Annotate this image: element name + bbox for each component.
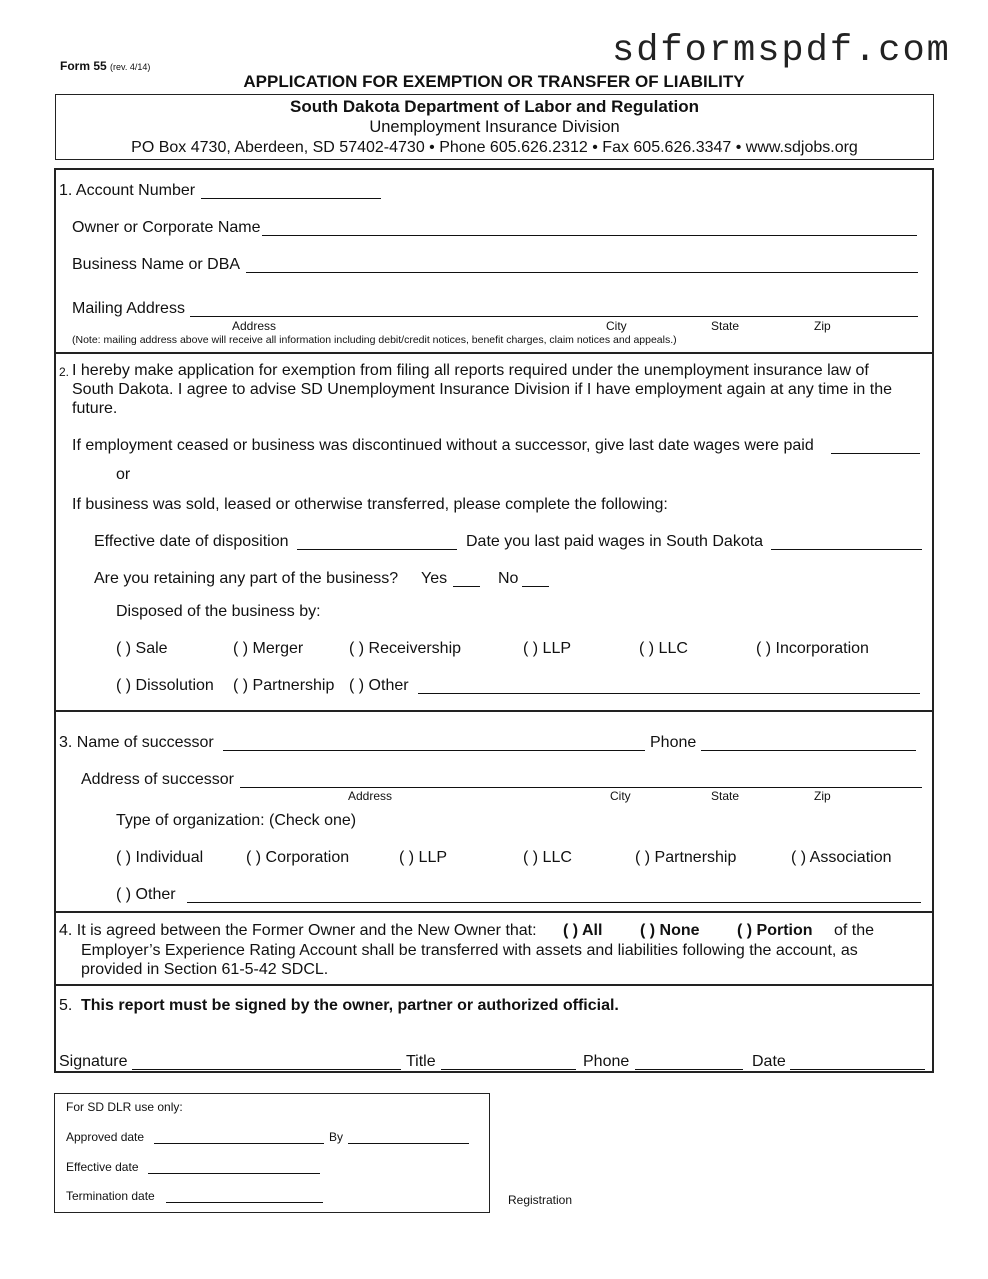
last-paid-label: Date you last paid wages in South Dakota [466,533,764,550]
mailing-address-caption: Address [232,319,277,333]
divider-4-5 [54,984,934,986]
exemption-statement-line1: I hereby make application for exemption from filing all reports required under the unemployment insurance law of [72,362,869,379]
form-title: APPLICATION FOR EXEMPTION OR TRANSFER OF LIABILITY [243,72,745,91]
effective-date-office-field[interactable] [148,1173,320,1174]
owner-name-label: Owner or Corporate Name [72,219,261,236]
signature-field[interactable] [132,1069,401,1070]
retaining-no-label: No [498,570,519,587]
agency-contact: PO Box 4730, Aberdeen, SD 57402-4730 • Phone 605.626.2312 • Fax 605.626.3347 • www.sdjobs.org [131,139,858,156]
retaining-yes-field[interactable] [453,586,480,587]
business-name-field[interactable] [246,272,918,273]
org-option-other[interactable]: ( ) Other [116,886,176,903]
disposition-option-partnership[interactable]: ( ) Partnership [233,677,335,694]
effective-date-office-label: Effective date [66,1160,139,1174]
agency-division: Unemployment Insurance Division [369,118,620,136]
successor-zip-caption: Zip [814,789,831,803]
org-option-individual[interactable]: ( ) Individual [116,849,204,866]
disposition-option-incorporation[interactable]: ( ) Incorporation [756,640,869,657]
signer-title-field[interactable] [441,1069,576,1070]
retaining-no-field[interactable] [522,586,549,587]
exemption-statement-line3: future. [72,400,118,417]
mailing-zip-caption: Zip [814,319,831,333]
form-number: Form 55 (rev. 4/14) [60,59,151,73]
agency-department: South Dakota Department of Labor and Regulation [290,97,699,116]
approved-by-field[interactable] [348,1143,469,1144]
signature-instruction: This report must be signed by the owner, partner or authorized official. [81,997,619,1014]
signer-phone-label: Phone [583,1053,630,1070]
form-revision: (rev. 4/14) [110,62,151,72]
effective-date-field[interactable] [297,549,457,550]
retaining-label: Are you retaining any part of the business? [94,570,399,587]
sold-label: If business was sold, leased or otherwise transferred, please complete the following: [72,496,668,513]
last-wages-date-field[interactable] [831,453,920,454]
successor-name-label: 3. Name of successor [59,734,214,751]
org-option-llp[interactable]: ( ) LLP [399,849,448,866]
divider-3-4 [54,911,934,913]
signature-date-label: Date [752,1053,786,1070]
retaining-yes-label: Yes [421,570,448,587]
watermark: sdformspdf.com [612,30,951,72]
successor-phone-label: Phone [650,734,697,751]
owner-name-field[interactable] [262,235,917,236]
registration-label: Registration [508,1193,573,1207]
org-type-label: Type of organization: (Check one) [116,812,357,829]
org-option-llc[interactable]: ( ) LLC [523,849,572,866]
section5-number: 5. [59,997,73,1014]
approved-date-field[interactable] [154,1143,324,1144]
approved-date-label: Approved date [66,1130,145,1144]
org-option-association[interactable]: ( ) Association [791,849,892,866]
org-option-corporation[interactable]: ( ) Corporation [246,849,350,866]
disposition-option-dissolution[interactable]: ( ) Dissolution [116,677,214,694]
signature-date-field[interactable] [790,1069,925,1070]
signer-title-label: Title [406,1053,436,1070]
successor-phone-field[interactable] [701,750,916,751]
successor-address-caption: Address [348,789,393,803]
transfer-option-all[interactable]: ( ) All [563,922,603,939]
transfer-option-portion[interactable]: ( ) Portion [737,922,813,939]
office-use-heading: For SD DLR use only: [66,1100,183,1114]
transfer-agreement-line3: provided in Section 61-5-42 SDCL. [81,961,329,978]
exemption-statement-line2: South Dakota. I agree to advise SD Unemployment Insurance Division if I have employment again at any time in the [72,381,892,398]
mailing-address-field[interactable] [190,316,918,317]
disposition-other-field[interactable] [418,693,920,694]
transfer-option-none[interactable]: ( ) None [640,922,700,939]
termination-date-field[interactable] [166,1202,323,1203]
signature-label: Signature [59,1053,128,1070]
or-label: or [116,466,131,483]
divider-2-3 [54,710,934,712]
mailing-address-label: Mailing Address [72,300,185,317]
successor-name-field[interactable] [223,750,645,751]
mailing-state-caption: State [711,319,740,333]
effective-date-label: Effective date of disposition [94,533,289,550]
signer-phone-field[interactable] [635,1069,743,1070]
successor-city-caption: City [610,789,631,803]
disposition-option-receivership[interactable]: ( ) Receivership [349,640,462,657]
disposition-option-sale[interactable]: ( ) Sale [116,640,168,657]
termination-date-label: Termination date [66,1189,155,1203]
disposed-label: Disposed of the business by: [116,603,321,620]
successor-address-field[interactable] [240,787,922,788]
successor-address-label: Address of successor [81,771,234,788]
divider-1-2 [54,352,934,354]
org-other-field[interactable] [187,902,921,903]
ceased-label: If employment ceased or business was discontinued without a successor, give last date wages were paid [72,437,814,454]
approved-by-label: By [329,1130,344,1144]
account-number-field[interactable] [201,198,381,199]
mailing-note: (Note: mailing address above will receive all information including debit/credit notices, benefit charges, claim notices and appeals.) [72,334,677,346]
transfer-agreement-intro: 4. It is agreed between the Former Owner and the New Owner that: [59,922,537,939]
mailing-city-caption: City [606,319,627,333]
disposition-option-other[interactable]: ( ) Other [349,677,409,694]
transfer-agreement-line2: Employer’s Experience Rating Account shall be transferred with assets and liabilities following the account, as [81,942,858,959]
disposition-option-merger[interactable]: ( ) Merger [233,640,304,657]
last-paid-field[interactable] [771,549,922,550]
disposition-option-llp[interactable]: ( ) LLP [523,640,572,657]
disposition-option-llc[interactable]: ( ) LLC [639,640,688,657]
successor-state-caption: State [711,789,740,803]
org-option-partnership[interactable]: ( ) Partnership [635,849,737,866]
section2-number: 2. [59,365,70,379]
business-name-label: Business Name or DBA [72,256,241,273]
account-number-label: 1. Account Number [59,182,196,199]
transfer-of-the: of the [834,922,875,939]
